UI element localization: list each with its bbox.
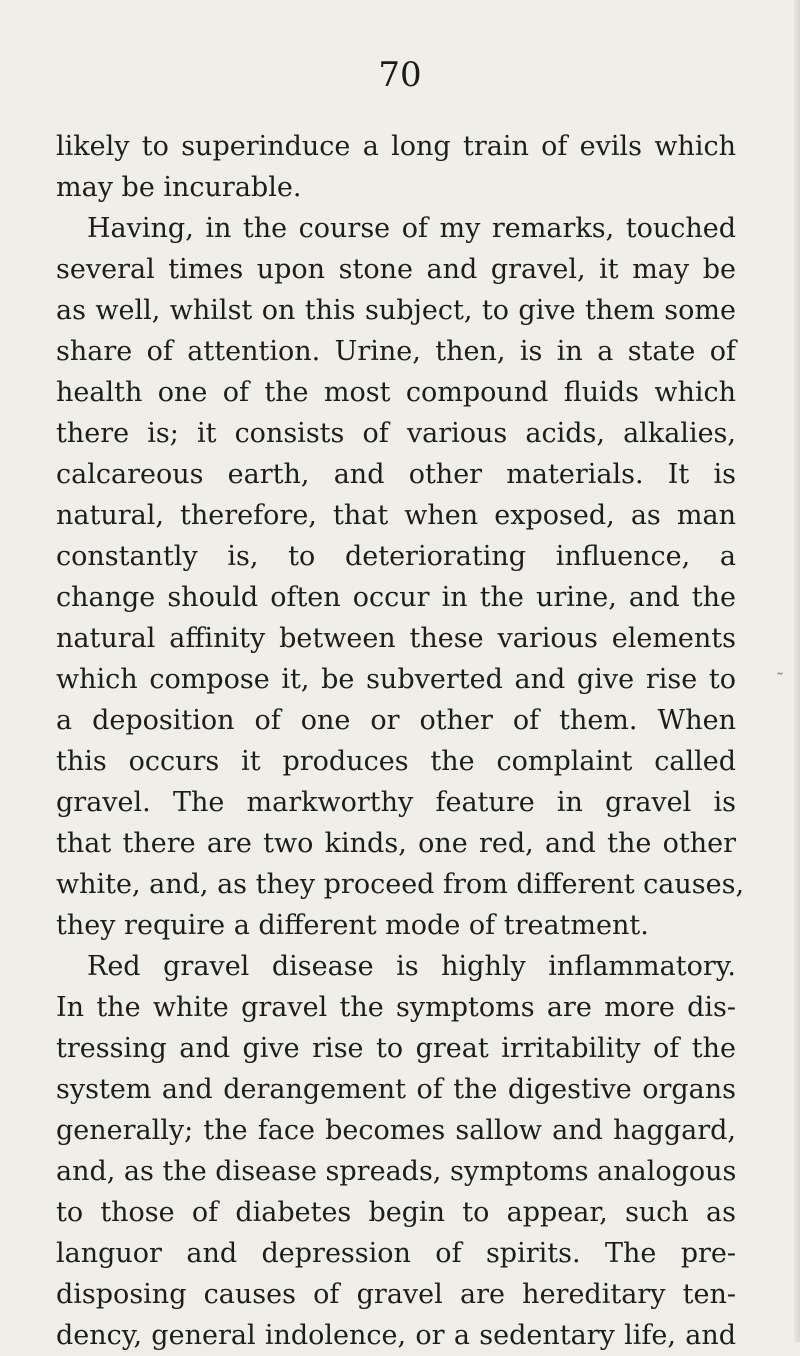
text-line: share of attention. Urine, then, is in a state of [56, 336, 736, 367]
text-line: a deposition of one or other of them. When [56, 705, 736, 736]
text-line: and, as the disease spreads, symptoms analogous [56, 1156, 737, 1187]
text-line: Having, in the course of my remarks, touched [87, 213, 736, 244]
text-line: disposing causes of gravel are hereditary ten- [56, 1279, 736, 1310]
text-line: In the white gravel the symptoms are more dis- [56, 992, 736, 1023]
text-line: to those of diabetes begin to appear, such as [56, 1197, 736, 1228]
text-line: gravel. The markworthy feature in gravel is [56, 787, 736, 818]
text-line: constantly is, to deteriorating influence, a [56, 541, 736, 572]
page-number: 70 [378, 55, 422, 95]
text-line: as well, whilst on this subject, to give them some [56, 295, 736, 326]
text-line: natural affinity between these various elements [56, 623, 736, 654]
text-line: likely to superinduce a long train of evils which [56, 131, 736, 162]
margin-mark: ˜ [776, 670, 784, 689]
text-line: white, and, as they proceed from different causes, [56, 869, 745, 900]
text-line: there is; it consists of various acids, alkalies, [56, 418, 736, 449]
text-line: change should often occur in the urine, and the [56, 582, 736, 613]
text-line: system and derangement of the digestive organs [56, 1074, 736, 1105]
text-line: may be incurable. [56, 172, 302, 203]
text-line: dency, general indolence, or a sedentary life, and [56, 1320, 736, 1351]
text-line: this occurs it produces the complaint called [56, 746, 736, 777]
text-line: they require a different mode of treatment. [56, 910, 649, 941]
body-text [56, 126, 745, 1356]
text-line: health one of the most compound fluids which [56, 377, 736, 408]
text-line: that there are two kinds, one red, and the other [56, 828, 736, 859]
text-line: calcareous earth, and other materials. It is [56, 459, 736, 490]
text-line: several times upon stone and gravel, it may be [56, 254, 736, 285]
text-line: languor and depression of spirits. The pre- [56, 1238, 736, 1269]
text-line: Red gravel disease is highly inflammatory. [87, 951, 736, 982]
page-edge [794, 0, 800, 1342]
text-line: generally; the face becomes sallow and haggard, [56, 1115, 736, 1146]
text-line: which compose it, be subverted and give rise to [56, 664, 736, 695]
text-line: natural, therefore, that when exposed, as man [56, 500, 736, 531]
text-line: tressing and give rise to great irritability of the [56, 1033, 736, 1064]
